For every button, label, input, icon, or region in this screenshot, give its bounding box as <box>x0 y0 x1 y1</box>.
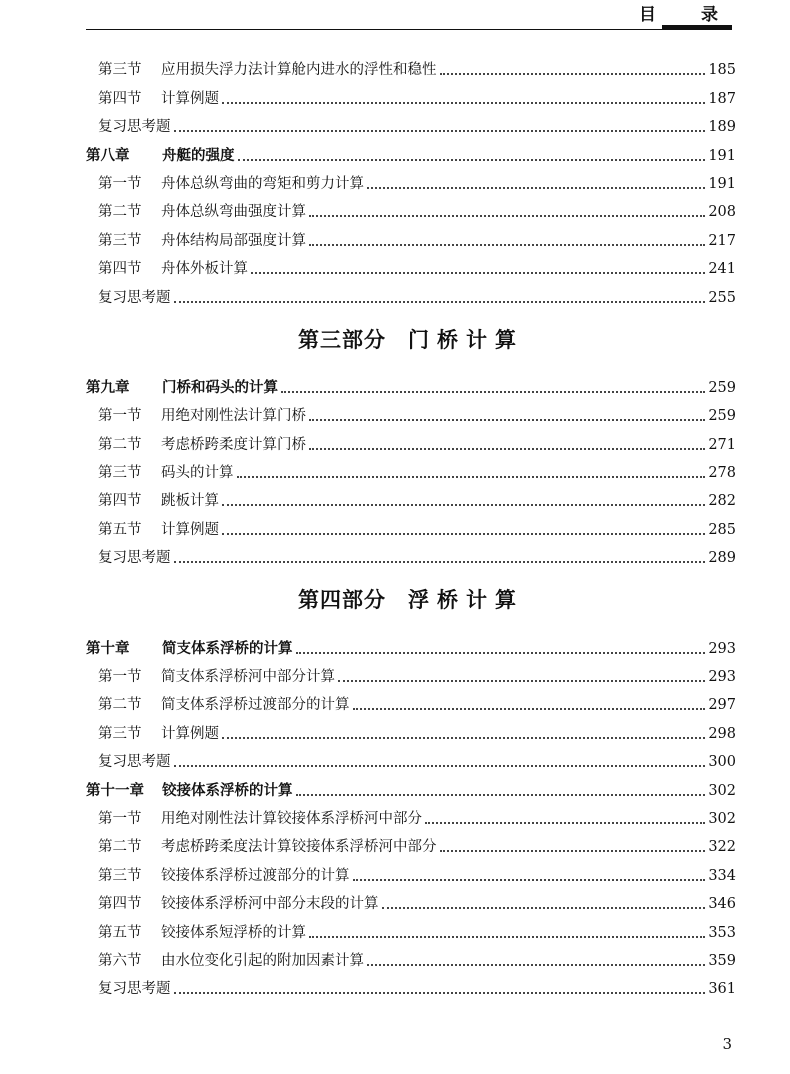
toc-entry-label <box>98 491 219 511</box>
toc-entry-number: 第二节 <box>98 436 142 453</box>
toc-section-entry[interactable] <box>86 914 736 942</box>
toc-entry-number: 第二节 <box>98 839 142 856</box>
toc-entry-number: 第一节 <box>98 669 142 686</box>
toc-entry-title: 门桥和码头的计算 <box>162 378 278 396</box>
dot-leader <box>367 187 705 189</box>
toc-entry-title: 用绝对刚性法计算铰接体系浮桥河中部分 <box>161 810 422 827</box>
toc-entry-title: 由水位变化引起的附加因素计算 <box>161 952 364 969</box>
toc-entry-label <box>86 639 293 659</box>
toc-page-number: 259 <box>708 379 736 396</box>
toc-entry-label <box>98 231 306 251</box>
toc-section-entry[interactable] <box>86 251 736 279</box>
toc-page-number: 259 <box>708 408 736 425</box>
toc-page-number: 297 <box>708 697 736 714</box>
toc-section-entry[interactable] <box>86 857 736 885</box>
toc-chapter-entry[interactable] <box>86 772 736 800</box>
toc-section-entry[interactable] <box>86 483 736 511</box>
toc-section-entry[interactable] <box>86 279 736 307</box>
toc-entry-title: 舟体总纵弯曲强度计算 <box>161 204 306 221</box>
toc-entry-label <box>98 866 350 886</box>
dot-leader <box>425 822 705 824</box>
toc-entry-label <box>98 894 379 914</box>
toc-page-number: 359 <box>708 952 736 969</box>
dot-leader <box>296 794 706 796</box>
toc-entry-number: 第四节 <box>98 493 142 510</box>
toc-entry-label <box>98 923 306 943</box>
dot-leader <box>309 419 705 421</box>
toc-entry-label <box>98 548 171 568</box>
toc-entry-label <box>98 520 219 540</box>
dot-leader <box>309 936 705 938</box>
dot-leader <box>174 992 706 994</box>
toc-page-number: 334 <box>708 867 736 884</box>
toc-entry-label <box>86 378 278 398</box>
dot-leader <box>353 708 706 710</box>
toc-entry-title: 舟体外板计算 <box>161 261 248 278</box>
dot-leader <box>382 907 706 909</box>
toc-page-number: 278 <box>708 465 736 482</box>
dot-leader <box>222 533 705 535</box>
toc-section-entry[interactable] <box>86 886 736 914</box>
toc-section-entry[interactable] <box>86 511 736 539</box>
toc-page-number: 293 <box>708 669 736 686</box>
toc-entry-number: 第四节 <box>98 896 142 913</box>
dot-leader <box>222 102 705 104</box>
toc-entry-title: 计算例题 <box>161 521 219 538</box>
toc-entry-number: 第一节 <box>98 810 142 827</box>
dot-leader <box>367 964 705 966</box>
toc-entry-number: 第一节 <box>98 408 142 425</box>
dot-leader <box>251 272 705 274</box>
dot-leader <box>237 476 706 478</box>
toc-chapter-entry[interactable] <box>86 630 736 658</box>
toc-entry-title: 简支体系浮桥过渡部分的计算 <box>161 697 350 714</box>
toc-entry-number: 第六节 <box>98 952 142 969</box>
toc-entry-label <box>98 463 234 483</box>
toc-entry-title: 考虑桥跨柔度计算门桥 <box>161 436 306 453</box>
toc-page-number: 217 <box>708 232 736 249</box>
toc-entry-title: 跳板计算 <box>161 493 219 510</box>
dot-leader <box>353 879 706 881</box>
toc-entry-label <box>98 667 335 687</box>
toc-section-entry[interactable] <box>86 166 736 194</box>
toc-page-number: 241 <box>708 261 736 278</box>
toc-section-entry[interactable] <box>86 659 736 687</box>
toc-section-entry[interactable] <box>86 715 736 743</box>
toc-page-number: 191 <box>708 147 736 164</box>
toc-entry-title: 铰接体系浮桥过渡部分的计算 <box>161 867 350 884</box>
toc-section-entry[interactable] <box>86 194 736 222</box>
toc-section-entry[interactable] <box>86 971 736 999</box>
dot-leader <box>440 850 706 852</box>
toc-page-number: 361 <box>708 981 736 998</box>
toc-page-number: 282 <box>708 493 736 510</box>
toc-entry-number: 第十章 <box>86 639 130 657</box>
toc-page-number: 271 <box>708 436 736 453</box>
toc-entry-label <box>98 259 248 279</box>
toc-entry-number: 第三节 <box>98 62 142 79</box>
dot-leader <box>296 652 706 654</box>
part-number: 第四部分 <box>298 587 386 613</box>
toc-section-entry[interactable] <box>86 398 736 426</box>
toc-entry-label <box>98 435 306 455</box>
dot-leader <box>222 504 705 506</box>
toc-entry-title: 铰接体系短浮桥的计算 <box>161 924 306 941</box>
dot-leader <box>281 391 705 393</box>
toc-entry-title: 铰接体系浮桥河中部分末段的计算 <box>161 896 379 913</box>
toc-page-number: 289 <box>708 550 736 567</box>
dot-leader <box>309 215 705 217</box>
table-of-contents <box>86 52 736 999</box>
toc-entry-title: 简支体系浮桥河中部分计算 <box>161 669 335 686</box>
toc-entry-number: 第五节 <box>98 521 142 538</box>
toc-page-number: 187 <box>708 90 736 107</box>
toc-entry-label <box>98 60 437 80</box>
dot-leader <box>174 301 706 303</box>
dot-leader <box>222 737 705 739</box>
toc-entry-title: 舟艇的强度 <box>162 146 235 164</box>
toc-entry-number: 第三节 <box>98 465 142 482</box>
toc-entry-number: 第五节 <box>98 924 142 941</box>
toc-page-number: 302 <box>708 810 736 827</box>
dot-leader <box>309 448 705 450</box>
toc-entry-number: 第三节 <box>98 867 142 884</box>
toc-entry-title: 用绝对刚性法计算门桥 <box>161 408 306 425</box>
toc-entry-title: 复习思考题 <box>98 119 171 136</box>
toc-section-entry[interactable] <box>86 455 736 483</box>
toc-section-entry[interactable] <box>86 426 736 454</box>
dot-leader <box>309 244 705 246</box>
toc-page-number: 191 <box>708 175 736 192</box>
toc-entry-label <box>98 695 350 715</box>
toc-entry-number: 第八章 <box>86 146 130 164</box>
dot-leader <box>238 159 706 161</box>
toc-entry-number: 第四节 <box>98 90 142 107</box>
toc-page-number: 353 <box>708 924 736 941</box>
toc-page-number: 346 <box>708 896 736 913</box>
toc-section-entry[interactable] <box>86 829 736 857</box>
dot-leader <box>174 765 706 767</box>
toc-page-number: 298 <box>708 725 736 742</box>
toc-entry-label <box>98 837 437 857</box>
toc-entry-label <box>98 752 171 772</box>
toc-entry-number: 第二节 <box>98 204 142 221</box>
toc-entry-title: 复习思考题 <box>98 754 171 771</box>
toc-entry-label <box>98 406 306 426</box>
page-number: 3 <box>722 1035 732 1053</box>
toc-entry-number: 第三节 <box>98 725 142 742</box>
toc-entry-number: 第三节 <box>98 232 142 249</box>
toc-section-entry[interactable] <box>86 744 736 772</box>
toc-entry-title: 复习思考题 <box>98 550 171 567</box>
part-heading <box>86 308 736 370</box>
part-title: 门桥计算 <box>408 326 524 352</box>
toc-entry-label <box>98 288 171 308</box>
toc-entry-title: 计算例题 <box>161 90 219 107</box>
toc-entry-label <box>98 174 364 194</box>
dot-leader <box>174 130 706 132</box>
toc-entry-label <box>98 979 171 999</box>
toc-entry-number: 第二节 <box>98 697 142 714</box>
toc-entry-label <box>98 809 422 829</box>
toc-section-entry[interactable] <box>86 109 736 137</box>
toc-entry-title: 复习思考题 <box>98 289 171 306</box>
part-title: 浮桥计算 <box>408 587 524 613</box>
toc-entry-title: 简支体系浮桥的计算 <box>162 639 293 657</box>
dot-leader <box>440 73 706 75</box>
toc-page-number: 300 <box>708 754 736 771</box>
toc-entry-title: 舟体结构局部强度计算 <box>161 232 306 249</box>
toc-entry-number: 第四节 <box>98 261 142 278</box>
toc-entry-title: 复习思考题 <box>98 981 171 998</box>
toc-section-entry[interactable] <box>86 687 736 715</box>
toc-entry-title: 计算例题 <box>161 725 219 742</box>
toc-page-number: 255 <box>708 289 736 306</box>
toc-chapter-entry[interactable] <box>86 137 736 165</box>
toc-page-number: 302 <box>708 782 736 799</box>
toc-entry-title: 码头的计算 <box>161 465 234 482</box>
toc-page-number: 293 <box>708 640 736 657</box>
toc-entry-label <box>86 781 293 801</box>
toc-entry-label <box>98 202 306 222</box>
toc-section-entry[interactable] <box>86 222 736 250</box>
toc-page-number: 322 <box>708 839 736 856</box>
header-rule <box>86 29 732 30</box>
toc-page-number: 285 <box>708 521 736 538</box>
toc-page-number: 208 <box>708 204 736 221</box>
toc-entry-title: 舟体总纵弯曲的弯矩和剪力计算 <box>161 175 364 192</box>
dot-leader <box>174 561 706 563</box>
toc-section-entry[interactable] <box>86 801 736 829</box>
toc-section-entry[interactable] <box>86 540 736 568</box>
running-header-title: 目 录 <box>639 5 732 25</box>
part-number: 第三部分 <box>298 326 386 352</box>
toc-entry-number: 第九章 <box>86 378 130 396</box>
toc-entry-title: 考虑桥跨柔度法计算铰接体系浮桥河中部分 <box>161 839 437 856</box>
toc-entry-number: 第十一章 <box>86 781 144 799</box>
toc-entry-label <box>98 951 364 971</box>
toc-page-number: 185 <box>708 62 736 79</box>
toc-section-entry[interactable] <box>86 80 736 108</box>
toc-entry-number: 第一节 <box>98 175 142 192</box>
dot-leader <box>338 680 705 682</box>
toc-section-entry[interactable] <box>86 943 736 971</box>
toc-entry-label <box>98 117 171 137</box>
toc-entry-label <box>98 724 219 744</box>
toc-entry-title: 铰接体系浮桥的计算 <box>162 781 293 799</box>
toc-entry-label <box>86 146 235 166</box>
toc-entry-title: 应用损失浮力法计算舱内进水的浮性和稳性 <box>161 62 437 79</box>
part-heading <box>86 568 736 630</box>
toc-chapter-entry[interactable] <box>86 370 736 398</box>
toc-page-number: 189 <box>708 119 736 136</box>
toc-section-entry[interactable] <box>86 52 736 80</box>
toc-entry-label <box>98 89 219 109</box>
